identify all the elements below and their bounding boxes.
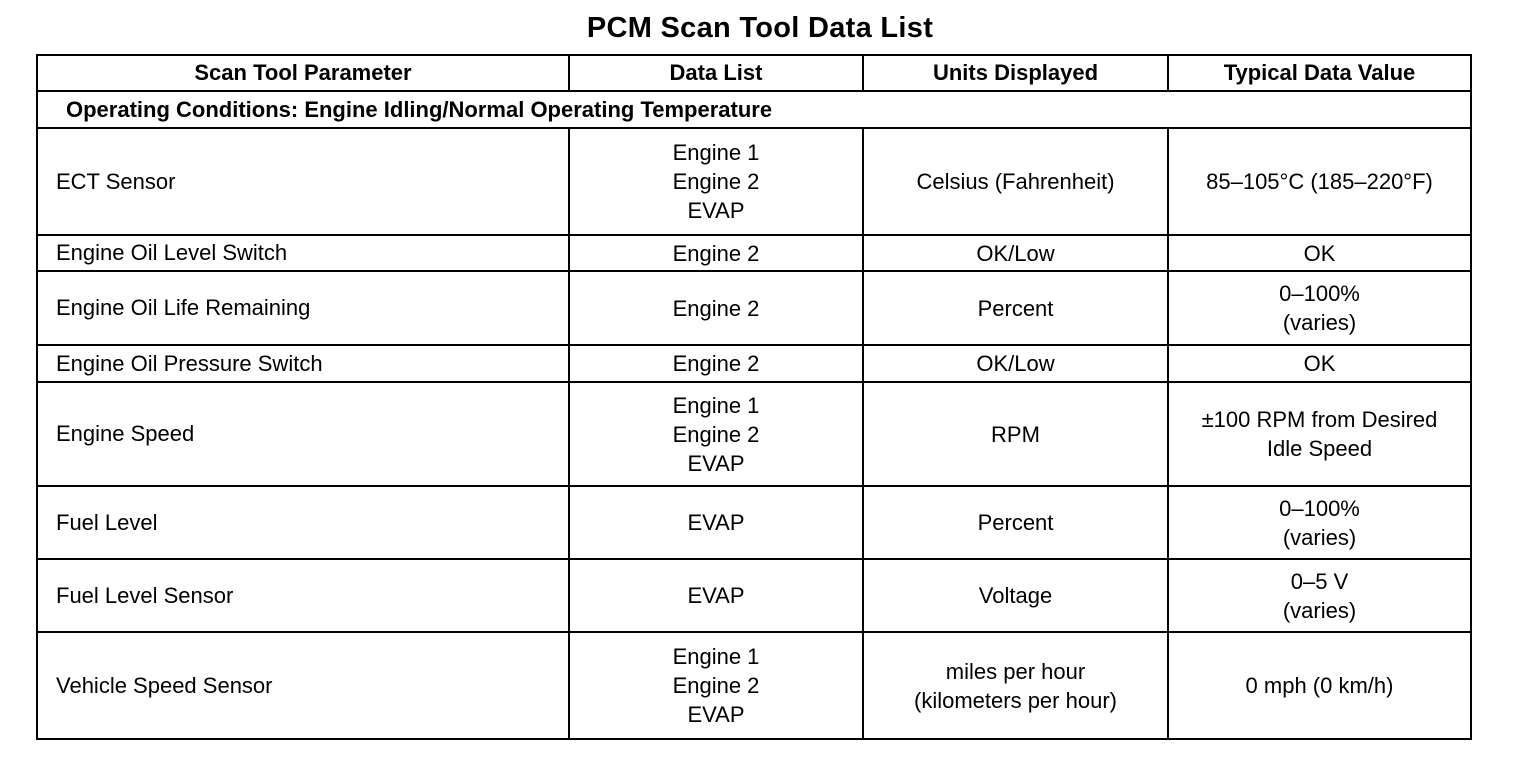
data-list-line: Engine 2 <box>672 295 760 321</box>
data-list-line: EVAP <box>687 510 745 535</box>
data-list-line: Engine 2 <box>672 351 760 376</box>
typical-value-line: Idle Speed <box>1266 436 1373 461</box>
table-row <box>37 128 1471 235</box>
data-list-cell <box>569 559 863 632</box>
parameter-cell: Fuel Level Sensor <box>37 559 569 632</box>
typical-value-line: (varies) <box>1282 524 1357 550</box>
data-list-cell <box>569 382 863 486</box>
parameter-cell: Engine Oil Pressure Switch <box>37 345 569 382</box>
header-data-list: Data List <box>569 55 863 91</box>
units-cell <box>863 271 1168 345</box>
data-list-cell <box>569 235 863 271</box>
data-list-line: EVAP <box>687 450 745 476</box>
table-row <box>37 271 1471 345</box>
table-row <box>37 382 1471 486</box>
section-row <box>37 91 1471 128</box>
typical-value-line: (varies) <box>1282 310 1357 335</box>
scan-tool-data-table <box>36 54 1472 740</box>
units-line: miles per hour <box>945 658 1086 684</box>
data-list-cell <box>569 345 863 382</box>
page-title: PCM Scan Tool Data List <box>586 12 934 44</box>
parameter-cell: Engine Speed <box>37 382 569 486</box>
typical-value-line: OK <box>1303 240 1336 266</box>
typical-value-cell <box>1168 559 1471 632</box>
units-line: Percent <box>977 295 1054 321</box>
header-units: Units Displayed <box>863 55 1168 91</box>
units-line: OK/Low <box>976 351 1055 376</box>
header-row <box>37 55 1471 91</box>
table-row <box>37 632 1471 739</box>
data-list-line: EVAP <box>687 702 745 727</box>
data-list-cell <box>569 128 863 235</box>
data-list-cell <box>569 486 863 559</box>
data-list-line: Engine 2 <box>672 673 760 698</box>
parameter-cell: Vehicle Speed Sensor <box>37 632 569 739</box>
typical-value-cell <box>1168 632 1471 739</box>
typical-value-line: 85–105°C (185–220°F) <box>1206 169 1433 194</box>
typical-value-cell <box>1168 271 1471 345</box>
units-line: RPM <box>991 421 1040 447</box>
data-list-line: Engine 1 <box>672 140 760 165</box>
units-cell <box>863 128 1168 235</box>
units-cell <box>863 559 1168 632</box>
typical-value-line: 0–100% <box>1279 495 1360 521</box>
typical-value-cell <box>1168 345 1471 382</box>
data-list-line: EVAP <box>687 198 745 223</box>
data-list-line: Engine 2 <box>672 240 760 266</box>
units-line: Celsius (Fahrenheit) <box>916 169 1115 194</box>
parameter-cell: Engine Oil Level Switch <box>37 235 569 271</box>
header-typical: Typical Data Value <box>1168 55 1471 91</box>
units-line: Voltage <box>978 583 1053 608</box>
parameter-cell: Engine Oil Life Remaining <box>37 271 569 345</box>
typical-value-cell <box>1168 235 1471 271</box>
data-list-cell <box>569 271 863 345</box>
data-list-line: Engine 2 <box>672 169 760 194</box>
units-line: Percent <box>977 510 1054 535</box>
data-list-cell <box>569 632 863 739</box>
typical-value-line: OK <box>1303 351 1336 376</box>
typical-value-cell <box>1168 382 1471 486</box>
data-list-line: Engine 2 <box>672 421 760 447</box>
units-cell <box>863 632 1168 739</box>
header-parameter: Scan Tool Parameter <box>37 55 569 91</box>
table-row <box>37 559 1471 632</box>
units-line: OK/Low <box>976 240 1055 266</box>
typical-value-line: 0–100% <box>1279 281 1360 306</box>
units-cell <box>863 382 1168 486</box>
units-cell <box>863 486 1168 559</box>
parameter-cell: Fuel Level <box>37 486 569 559</box>
data-list-line: Engine 1 <box>672 644 760 669</box>
data-list-line: EVAP <box>687 583 745 608</box>
data-list-line: Engine 1 <box>672 392 760 418</box>
table-row <box>37 486 1471 559</box>
typical-value-line: 0–5 V <box>1290 568 1349 594</box>
units-line: (kilometers per hour) <box>914 687 1117 713</box>
typical-value-line: (varies) <box>1282 597 1357 623</box>
parameter-cell: ECT Sensor <box>37 128 569 235</box>
typical-value-line: 0 mph (0 km/h) <box>1245 673 1394 698</box>
typical-value-cell <box>1168 128 1471 235</box>
typical-value-cell <box>1168 486 1471 559</box>
units-cell <box>863 235 1168 271</box>
section-label: Operating Conditions: Engine Idling/Normal Operating Temperature <box>37 91 1471 128</box>
units-cell <box>863 345 1168 382</box>
table-row <box>37 235 1471 271</box>
table-row <box>37 345 1471 382</box>
typical-value-line: ±100 RPM from Desired <box>1201 407 1438 432</box>
